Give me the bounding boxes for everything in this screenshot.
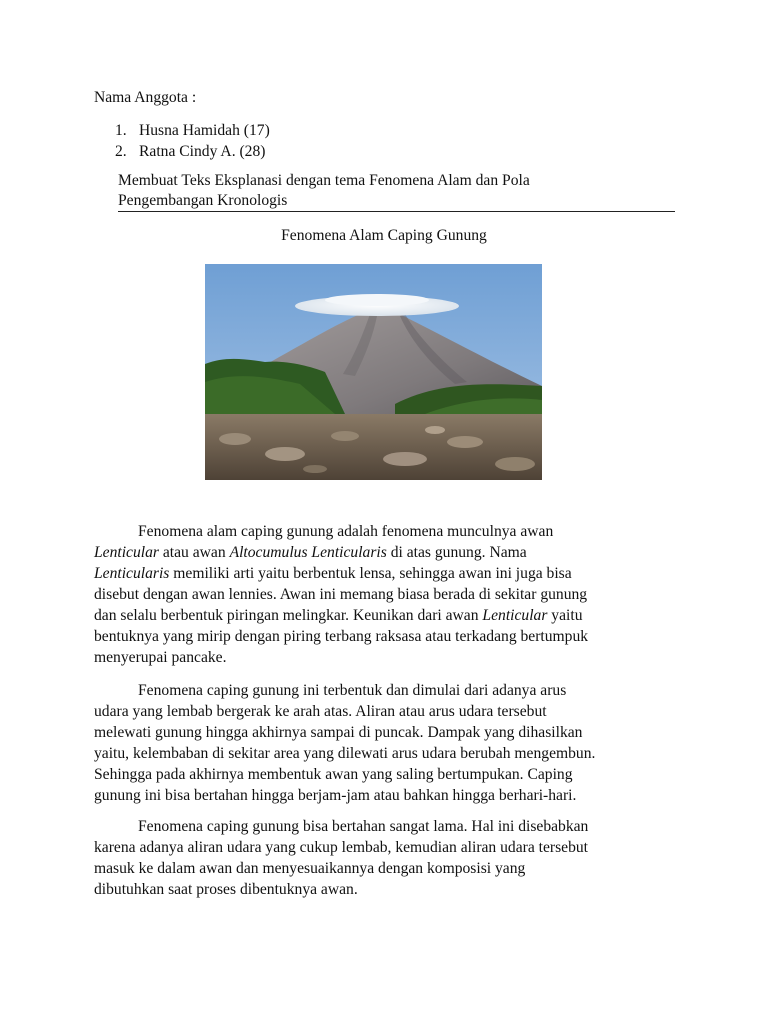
italic-term: Altocumulus Lenticularis — [229, 544, 387, 561]
list-item — [115, 120, 270, 141]
paragraph-line: karena adanya aliran udara yang cukup lembab, kemudian aliran udara tersebut — [94, 839, 589, 856]
document-title: Fenomena Alam Caping Gunung — [281, 227, 487, 244]
paragraph-line: disebut dengan awan lennies. Awan ini memang biasa berada di sekitar gunung — [94, 586, 588, 603]
body-paragraph — [94, 816, 680, 900]
list-item — [115, 141, 270, 162]
members-heading: Nama Anggota : — [94, 89, 197, 106]
paragraph-line: melewati gunung hingga akhirnya sampai di puncak. Dampak yang dihasilkan — [94, 724, 583, 741]
paragraph-line: Fenomena alam caping gunung adalah fenomena munculnya awan — [138, 523, 554, 540]
paragraph-line: yaitu, kelembaban di sekitar area yang dilewati arus udara berubah mengembun. — [94, 745, 596, 762]
assignment-line: Pengembangan Kronologis — [118, 192, 288, 209]
paragraph-line: Fenomena caping gunung ini terbentuk dan dimulai dari adanya arus — [138, 682, 567, 699]
body-paragraph — [94, 680, 680, 806]
italic-term: Lenticularis — [94, 565, 170, 582]
paragraph-line: udara yang lembab bergerak ke arah atas. Aliran atau arus udara tersebut — [94, 703, 547, 720]
assignment-line: Membuat Teks Eksplanasi dengan tema Fenomena Alam dan Pola — [118, 172, 530, 189]
paragraph-line: Sehingga pada akhirnya membentuk awan yang saling bertumpukan. Caping — [94, 766, 573, 783]
paragraph-line — [94, 563, 680, 584]
italic-term: Lenticular — [482, 607, 548, 624]
paragraph-line — [94, 605, 680, 626]
member-list — [115, 120, 270, 162]
italic-term: Lenticular — [94, 544, 159, 561]
member-name: Husna Hamidah (17) — [139, 122, 270, 139]
paragraph-line: dibutuhkan saat proses dibentuknya awan. — [94, 881, 358, 898]
horizontal-divider — [118, 211, 675, 212]
paragraph-line — [94, 542, 680, 563]
text-run: di atas gunung. Nama — [386, 544, 527, 561]
text-run: memiliki arti yaitu berbentuk lensa, sehingga awan ini juga bisa — [169, 565, 572, 582]
member-name: Ratna Cindy A. (28) — [139, 143, 266, 160]
list-number: 2. — [115, 143, 127, 160]
body-paragraph — [94, 521, 680, 668]
paragraph-line: bentuknya yang mirip dengan piring terbang raksasa atau terkadang bertumpuk — [94, 628, 589, 645]
paragraph-line: menyerupai pancake. — [94, 649, 227, 666]
paragraph-line: masuk ke dalam awan dan menyesuaikannya dengan komposisi yang — [94, 860, 526, 877]
text-run: dan selalu berbentuk piringan melingkar. Keunikan dari awan — [94, 607, 483, 624]
text-run: yaitu — [547, 607, 583, 624]
text-run: atau awan — [158, 544, 230, 561]
mountain-lenticular-cloud-photo — [205, 264, 542, 480]
assignment-statement — [118, 171, 674, 211]
list-number: 1. — [115, 122, 127, 139]
paragraph-line: gunung ini bisa bertahan hingga berjam-jam atau bahkan hingga berhari-hari. — [94, 787, 577, 804]
paragraph-line: Fenomena caping gunung bisa bertahan sangat lama. Hal ini disebabkan — [138, 818, 589, 835]
